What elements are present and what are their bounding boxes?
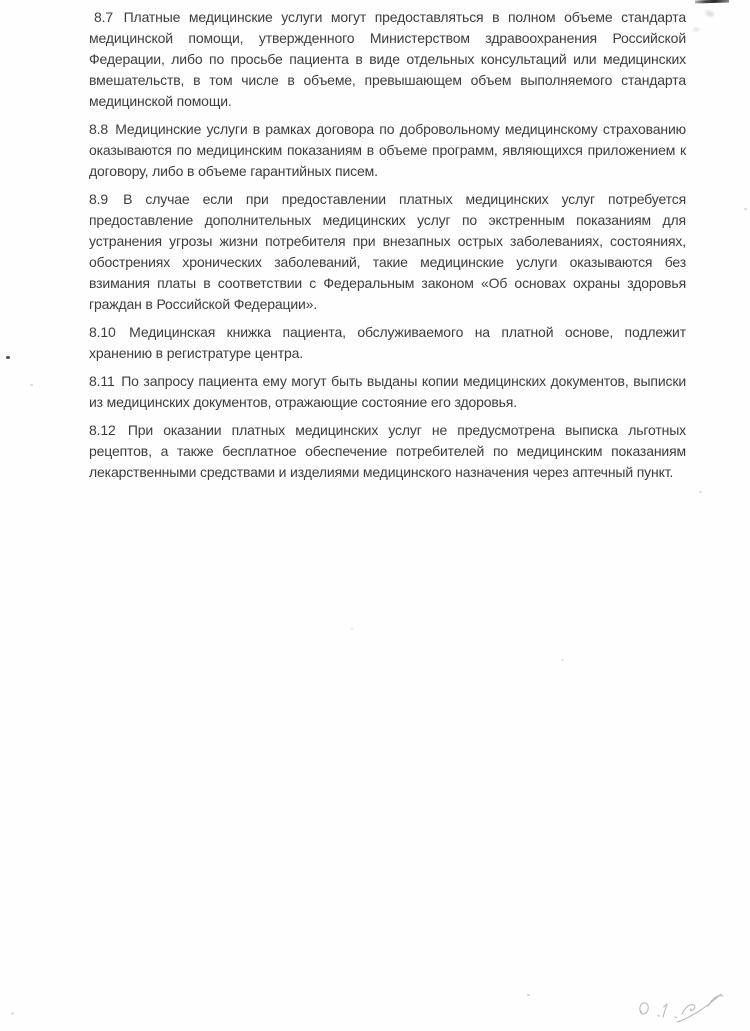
paragraph-number: 8.7 [94,9,114,25]
scan-speck [30,384,33,386]
scan-speck [351,628,353,630]
scan-smudge [692,26,701,33]
paragraph-text: Медицинская книжка пациента, обслуживаемого на платной основе, подлежит хранению в регистратуре центра. [89,324,686,361]
paragraph-number: 8.8 [89,121,109,137]
paragraph-8-10 [89,322,686,364]
handwritten-pencil-mark [628,984,746,1028]
paragraph-8-11 [89,371,686,413]
scan-speck [699,491,702,493]
scan-speck [744,208,747,210]
paragraph-8-9 [89,189,686,315]
scan-speck [561,659,564,661]
scan-speck [11,1012,14,1015]
document-text-block [89,7,686,490]
paragraph-text: Медицинские услуги в рамках договора по добровольному медицинскому страхованию оказываются по медицинским показаниям в объеме программ, являющихся приложением к договору, либо в объеме гарантийных писем. [89,121,686,179]
paragraph-8-8 [89,119,686,182]
scan-smudge [702,7,718,21]
paragraph-text: Платные медицинские услуги могут предоставляться в полном объеме стандарта медицинской помощи, утвержденного Министерством здравоохранения Российской Федерации, либо по просьбе пациента в виде отдельных консультаций или медицинских вмешательств, в том числе в объеме, превышающем объем выполняемого стандарта медицинской помощи. [89,9,686,109]
paragraph-8-7 [89,7,686,112]
paragraph-text: По запросу пациента ему могут быть выданы копии медицинских документов, выписки из медицинских документов, отражающие состояние его здоровья. [89,373,687,410]
paragraph-number: 8.12 [89,422,116,438]
paragraph-text: В случае если при предоставлении платных медицинских услуг потребуется предоставление дополнительных медицинских услуг по экстренным показаниям для устранения угрозы жизни потребителя при внезапных острых заболеваниях, состояниях, обострениях хронических заболеваний, такие медицинские услуги оказываются без взимания платы в соответствии с Федеральным законом «Об основах охраны здоровья граждан в Российской Федерации». [89,191,686,312]
paragraph-number: 8.10 [89,324,116,340]
paragraph-8-12 [89,420,686,483]
paragraph-number: 8.9 [89,191,109,207]
paragraph-text: При оказании платных медицинских услуг не предусмотрена выписка льготных рецептов, а также бесплатное обеспечение потребителей по медицинским показаниям лекарственными средствами и изделиями медицинского назначения через аптечный пункт. [89,422,686,480]
scan-artifact-top-bar [695,0,729,3]
paragraph-number: 8.11 [89,373,115,389]
ink-speck [6,356,10,359]
scan-speck [527,994,530,996]
